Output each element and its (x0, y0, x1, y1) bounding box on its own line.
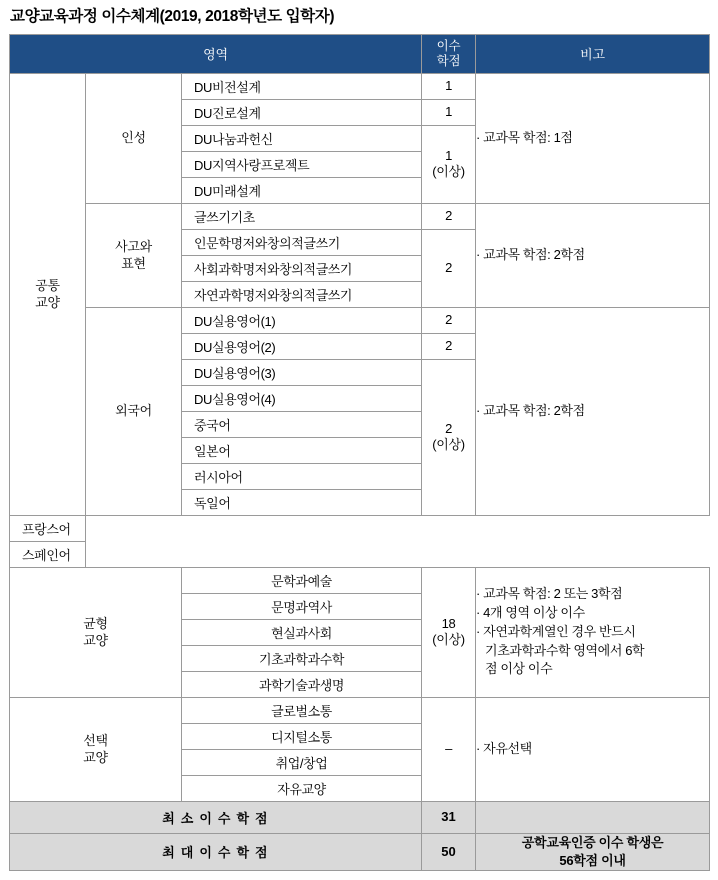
table-row (10, 541, 710, 567)
area-sub-line1: 사고와 (115, 238, 152, 254)
column-header-credit-line1: 이수 (436, 39, 461, 54)
course-name: 독일어 (182, 489, 422, 515)
summary-row-maximum (10, 833, 710, 870)
area-sub-character: 인성 (86, 73, 182, 203)
column-header-credit-line2: 학점 (436, 53, 461, 68)
note-line: · 4개 영역 이상 이수 (476, 604, 585, 620)
table-header (10, 34, 710, 73)
course-name: DU미래설계 (182, 177, 422, 203)
summary-note (476, 833, 710, 870)
note-cell-thinking (476, 203, 710, 307)
page-title: 교양교육과정 이수체계(2019, 2018학년도 입학자) (10, 8, 335, 25)
course-name: 취업/창업 (182, 749, 422, 775)
table-row (10, 307, 710, 333)
course-credit (422, 125, 476, 203)
area-group-elective (10, 697, 182, 801)
course-name: 기초과학과수학 (182, 645, 422, 671)
header-row (10, 34, 710, 73)
credit-qualifier: (이상) (432, 632, 465, 648)
course-name: DU지역사랑프로젝트 (182, 151, 422, 177)
course-name: 프랑스어 (10, 515, 86, 541)
course-name: 자유교양 (182, 775, 422, 801)
course-name: 디지털소통 (182, 723, 422, 749)
area-group-common (10, 73, 86, 515)
credit-value: 2 (445, 420, 452, 436)
credit-qualifier: (이상) (432, 437, 465, 453)
course-name: 사회과학명저와창의적글쓰기 (182, 255, 422, 281)
note-cell-character (476, 73, 710, 203)
course-name: 현실과사회 (182, 619, 422, 645)
note-line: · 교과목 학점: 1점 (476, 129, 573, 145)
course-credit: 2 (422, 229, 476, 307)
column-header-area: 영역 (10, 34, 422, 73)
summary-row-minimum (10, 801, 710, 833)
course-name: DU실용영어(1) (182, 307, 422, 333)
course-name: 글쓰기기초 (182, 203, 422, 229)
course-name: 과학기술과생명 (182, 671, 422, 697)
course-name: DU비전설계 (182, 73, 422, 99)
area-group-elective-line2: 교양 (83, 750, 108, 766)
area-group-common-line1: 공통 (35, 277, 60, 293)
credit-value: 1 (445, 147, 452, 163)
course-credit (422, 567, 476, 697)
column-header-credit (422, 34, 476, 73)
course-credit: 1 (422, 73, 476, 99)
course-name: 문학과예술 (182, 567, 422, 593)
summary-note-line1: 공학교육인증 이수 학생은 (521, 834, 664, 850)
note-line: · 자유선택 (476, 740, 532, 756)
course-credit: – (422, 697, 476, 801)
area-group-balanced-line1: 균형 (83, 615, 108, 631)
course-name: 일본어 (182, 437, 422, 463)
note-line: 점 이상 이수 (485, 661, 553, 677)
summary-credit: 50 (422, 833, 476, 870)
table-body (10, 73, 710, 870)
course-name: DU실용영어(2) (182, 333, 422, 359)
course-credit: 2 (422, 333, 476, 359)
course-name: 글로벌소통 (182, 697, 422, 723)
summary-note (476, 801, 710, 833)
course-name: 스페인어 (10, 541, 86, 567)
credit-value: 18 (441, 615, 456, 631)
course-name: DU실용영어(4) (182, 385, 422, 411)
course-credit: 2 (422, 307, 476, 333)
credit-qualifier: (이상) (432, 164, 465, 180)
course-name: DU실용영어(3) (182, 359, 422, 385)
area-sub-foreign-language: 외국어 (86, 307, 182, 515)
course-credit (422, 359, 476, 515)
note-cell-foreign (476, 307, 710, 515)
area-group-balanced-line2: 교양 (83, 633, 108, 649)
table-row (10, 73, 710, 99)
table-row (10, 515, 710, 541)
column-header-note: 비고 (476, 34, 710, 73)
note-line: · 교과목 학점: 2학점 (476, 402, 585, 418)
summary-label: 최 대 이 수 학 점 (10, 833, 422, 870)
summary-note-line2: 56학점 이내 (559, 852, 626, 868)
note-line: 기초과학과수학 영역에서 6학 (485, 642, 645, 658)
course-name: 문명과역사 (182, 593, 422, 619)
note-line: · 자연과학계열인 경우 반드시 (476, 623, 636, 639)
area-group-balanced (10, 567, 182, 697)
course-credit: 1 (422, 99, 476, 125)
area-group-common-line2: 교양 (35, 295, 60, 311)
course-name: DU나눔과헌신 (182, 125, 422, 151)
area-sub-line2: 표현 (121, 256, 146, 272)
note-line: · 교과목 학점: 2학점 (476, 246, 585, 262)
table-row (10, 567, 710, 593)
note-line: · 교과목 학점: 2 또는 3학점 (476, 585, 623, 601)
course-name: 러시아어 (182, 463, 422, 489)
summary-label: 최 소 이 수 학 점 (10, 801, 422, 833)
area-group-elective-line1: 선택 (83, 732, 108, 748)
table-row (10, 697, 710, 723)
course-name: DU진로설계 (182, 99, 422, 125)
summary-credit: 31 (422, 801, 476, 833)
table-row (10, 203, 710, 229)
area-sub-thinking-expression (86, 203, 182, 307)
course-name: 중국어 (182, 411, 422, 437)
course-credit: 2 (422, 203, 476, 229)
course-name: 자연과학명저와창의적글쓰기 (182, 281, 422, 307)
note-cell-balanced (476, 567, 710, 697)
course-name: 인문학명저와창의적글쓰기 (182, 229, 422, 255)
note-cell-elective (476, 697, 710, 801)
curriculum-table (9, 34, 710, 871)
